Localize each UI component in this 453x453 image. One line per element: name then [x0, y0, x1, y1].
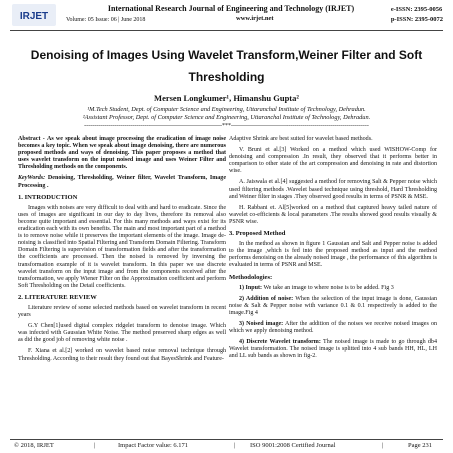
irjet-logo	[12, 4, 56, 26]
paper-title	[20, 44, 433, 88]
literature-para-3: F. Xiana et al.[2] worked on wavelet based noise removal technique through Thresholding. According to their result they found out that BayesShrink and Feature-	[18, 348, 226, 362]
abstract: Abstract - As we speak about image processing the eradication of image noise becomes a key topic. When we speak about image denoising, there are numerous proposed methods and ways of denoising. This paper proposes a method that uses wavelet transform on the input noised image and uses Weiner Filter and Thresholding methods on the components.	[18, 136, 227, 171]
methodologies-heading: Methodologies:	[229, 273, 273, 281]
footer-separator-3: |	[382, 442, 384, 449]
journal-name: International Research Journal of Engineering and Technology (IRJET)	[107, 4, 355, 13]
intro-text: Images with noises are very difficult to deal with and hard to eradicate. Since the uses of images are significant in our day to day lives, therefore its removal also become quite important and essential. For this many methods and ways exist for its eradication each with its own benefits. The main and most important part of a method is to remove noise while it preserves the important elements of the image. Image de-noising is classified into Spatial Filtering and Transform Domain Filtering. Transform Domain Filtering is supervision of transformation fields and after the transformation the coefficients are processed. Then the noised is removed by inversing the transformation example of it is wavelet transform. In this paper we use discrete wavelet transform on the input image and from the components received after the transformation, we apply Wiener Filter on the Approximation coefficient and perform Soft Thresholding on the Detail coefficients.	[18, 204, 226, 289]
affiliation-2: ²Assistant Professor, Dept. of Computer Science and Engineering, Uttaranchal Institute of Technology, Dehradun.	[82, 114, 371, 121]
right-para-3: A. Jaiswala et al.[4] suggested a method for removing Salt & Pepper noise which used filtering methods .Wavelet based technique using threshold, Hard Thresholding and Weiner filter in stages .They observed good results in terms of PSNR & MSE.	[229, 179, 437, 200]
paper-authors: Mersen Longkumer¹, Himanshu Gupta²	[154, 93, 299, 103]
proposed-method-heading: 3. Proposed Method	[229, 230, 286, 238]
footer-copyright: © 2018, IRJET	[14, 442, 54, 449]
footer-page: Page 231	[408, 442, 433, 449]
header-rule	[10, 30, 443, 31]
right-para-2: V. Bruni et al.[3] Worked on a method which used WISHOW-Comp for denoising and compression .In result, they observed that it performs better in comparison to other state of the art compression and denoising in rate and distortion wise.	[229, 147, 437, 175]
left-column	[18, 136, 226, 367]
footer-rule	[10, 439, 443, 440]
right-para-4: H. Rabbani et. Al[5]worked on a method that captured heavy tailed nature of wavelet co-efficients & local parameters .The results showed good results visually & PSNR wise.	[229, 204, 437, 225]
title-line-1: Denoising of Images Using Wavelet Transform,Weiner Filter and Soft	[30, 48, 423, 62]
title-line-2: Thresholding	[188, 70, 265, 84]
journal-website: www.irjet.net	[236, 15, 274, 22]
literature-para-2: G.Y Chen[1]used digital complex ridgelet transform to denoise image. Which was infected with Gaussian White Noise. The method preserved sharp edges as well as did the good job of removing white noise .	[18, 323, 226, 344]
p-issn: p-ISSN: 2395-0072	[390, 16, 443, 23]
affiliation-1: ¹M.Tech Student, Dept. of Computer Science and Engineering, Uttaranchal Institute of Technology, Dehradun.	[87, 106, 366, 113]
intro-heading: 1. INTRODUCTION	[18, 193, 78, 201]
keywords-text: Denoising, Thresholding, Weiner filter, Wavelet Transform, Image Processing .	[18, 175, 227, 189]
footer-separator-2: |	[234, 442, 236, 449]
footer-separator-1: |	[94, 442, 96, 449]
footer-iso: ISO 9001:2008 Certified Journal	[250, 442, 336, 449]
method-3: 3) Noised image: After the addition of the noises we receive noised images on which we apply denoising method.	[229, 320, 437, 335]
method-4: 4) Discrete Wavelet transform: The noised image is made to go through db4 Wavelet transformation. The noised image is splitted into 4 sub bands HH, HL, LH and LL sub bands as shown in fig-2.	[229, 339, 437, 360]
right-column	[229, 136, 437, 364]
abstract-text: As we speak about image processing the eradication of image noise becomes a key topic. When we speak about image denoising, there are numerous proposed methods and ways of denoising. This paper proposes a method that uses wavelet transform on the input noised image and uses Weiner Filter and Thresholding methods on the components.	[18, 136, 227, 171]
journal-header	[6, 2, 447, 30]
literature-para-1: Literature review of some selected methods based on wavelet transform in recent years	[18, 304, 226, 319]
method-1: 1) Input: We take an image to where noise is to be added. Fig 3	[239, 284, 394, 291]
header-center	[66, 4, 396, 23]
keywords: KeyWords: Denoising, Thresholding, Weiner filter, Wavelet Transform, Image Processing .	[18, 175, 227, 189]
e-issn: e-ISSN: 2395-0056	[390, 6, 443, 13]
affiliation-rule: ---------------------------------------------------------------------***---------------------------------------------------------------------	[84, 123, 369, 129]
proposed-method-text: In the method as shown in figure 1 Gaussian and Salt and Pepper noise is added to the image ,which is fed into the proposed method as input and the method performs denoising on the already noised image , the performance of this algorithm is evaluated in terms of PSNR and MSE.	[229, 241, 437, 269]
volume-info: Volume: 05 Issue: 06 | June 2018	[66, 17, 146, 23]
right-para-1: Adaptive Shrink are best suited for wavelet based methods.	[229, 136, 373, 142]
footer-impact-factor: Impact Factor value: 6.171	[118, 442, 189, 449]
literature-heading: 2. LITERATURE REVIEW	[18, 293, 97, 301]
svg-text:IRJET: IRJET	[19, 11, 49, 22]
method-2: 2) Addition of noise: When the selection of the input image is done, Gaussian noise & Salt & Pepper noise with variance 0.1 & 0.1 respectively is added to the image.Fig 4	[229, 295, 437, 316]
issn-block	[391, 5, 443, 25]
